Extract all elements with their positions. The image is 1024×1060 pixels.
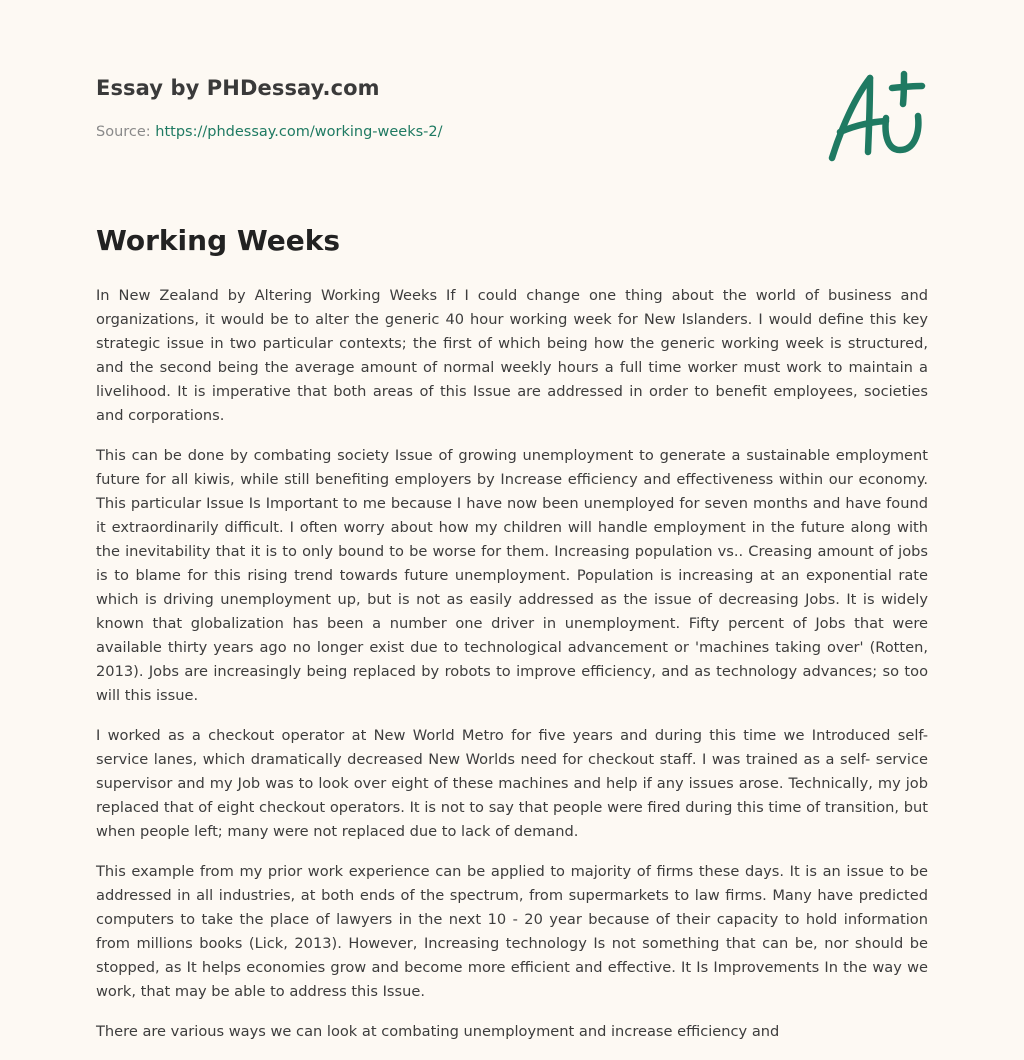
essay-body xyxy=(96,284,928,1060)
source-link[interactable]: https://phdessay.com/working-weeks-2/ xyxy=(155,124,443,140)
source-label: Source: xyxy=(96,124,156,140)
essay-paragraph-2: This can be done by combating society Issue of growing unemployment to generate a sustainable employment future for all kiwis, while still benefiting employers by Increase efficiency and effectiveness within our economy. This particular Issue Is Important to me because I have now been unemployed for seven months and have found it extraordinarily difficult. I often worry about how my children will handle employment in the future along with the inevitability that it is to only bound to be worse for them. Increasing population vs.. Creasing amount of jobs is to blame for this rising trend towards future unemployment. Population is increasing at an exponential rate which is driving unemployment up, but is not as easily addressed as the issue of decreasing Jobs. It is widely known that globalization has been a number one driver in unemployment. Fifty percent of Jobs that were available thirty years ago no longer exist due to technological advancement or 'machines taking over' (Rotten, 2013). Jobs are increasingly being replaced by robots to improve efficiency, and as technology advances; so too will this issue. xyxy=(96,447,928,704)
essay-page xyxy=(96,0,928,1040)
source-line xyxy=(96,124,443,140)
essay-paragraph-5: There are various ways we can look at combating unemployment and increase efficiency and xyxy=(96,1023,780,1040)
essay-title: Working Weeks xyxy=(96,224,341,257)
essay-paragraph-3: I worked as a checkout operator at New World Metro for five years and during this time we Introduced self-service lanes, which dramatically decreased New Worlds need for checkout staff. I was trained as a self- service supervisor and my Job was to look over eight of these machines and help if any issues arose. Technically, my job replaced that of eight checkout operators. It is not to say that people were fired during this time of transition, but when people left; many were not replaced due to lack of demand. xyxy=(96,727,928,840)
page-header xyxy=(96,0,928,200)
essay-paragraph-1: In New Zealand by Altering Working Weeks If I could change one thing about the world of business and organizations, it would be to alter the generic 40 hour working week for New Islanders. I would define this key strategic issue in two particular contexts; the first of which being how the generic working week is structured, and the second being the average amount of normal weekly hours a full time worker must work to maintain a livelihood. It is imperative that both areas of this Issue are addressed in order to benefit employees, societies and corporations. xyxy=(96,287,928,424)
brand-title: Essay by PHDessay.com xyxy=(96,76,380,100)
a-plus-logo-icon xyxy=(824,66,928,166)
essay-paragraph-4: This example from my prior work experience can be applied to majority of firms these days. It is an issue to be addressed in all industries, at both ends of the spectrum, from supermarkets to law firms. Many have predicted computers to take the place of lawyers in the next 10 - 20 year because of their capacity to hold information from millions books (Lick, 2013). However, Increasing technology Is not something that can be, nor should be stopped, as It helps economies grow and become more efficient and effective. It Is Improvements In the way we work, that may be able to address this Issue. xyxy=(96,863,928,1000)
